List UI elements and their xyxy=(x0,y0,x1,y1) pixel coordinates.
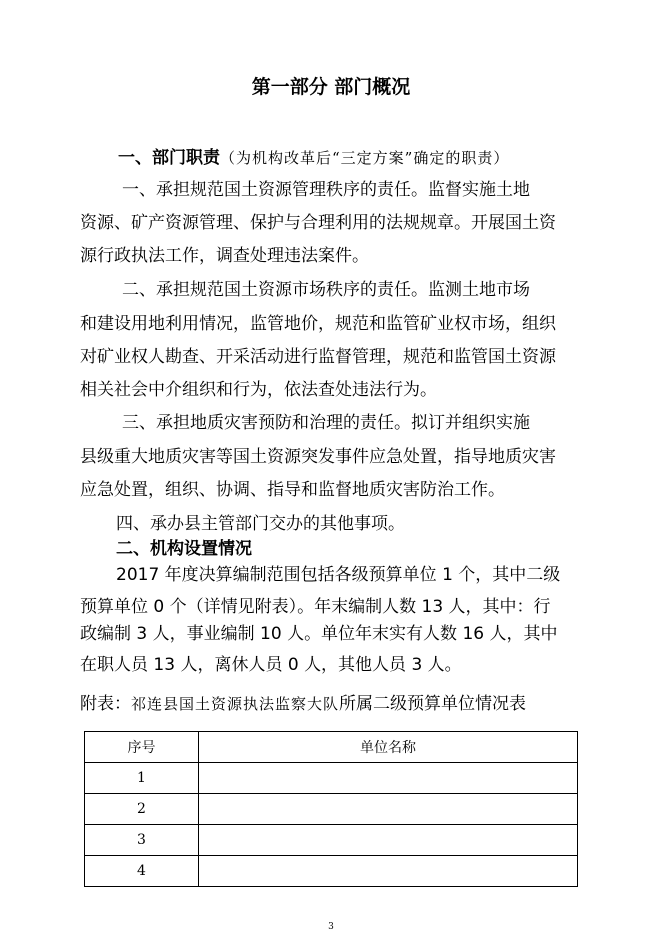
row-serial-no: 1 xyxy=(85,763,199,794)
section-1-heading-line xyxy=(118,148,509,168)
table-header-row xyxy=(85,732,578,763)
section-2-heading: 二、机构设置情况 xyxy=(116,539,252,559)
page-title: 第一部分 部门概况 xyxy=(251,76,411,98)
row-unit-name xyxy=(199,763,578,794)
row-unit-name xyxy=(199,794,578,825)
page-number: 3 xyxy=(328,922,334,932)
section-2-line: 预算单位 0 个（详情见附表）。年末编制人数 13 人，其中：行 xyxy=(80,597,551,617)
duty-line: 四、承办县主管部门交办的其他事项。 xyxy=(116,514,405,534)
attachment-suffix: 所属二级预算单位情况表 xyxy=(339,694,527,714)
section-1-note: （为机构改革后“三定方案”确定的职责） xyxy=(220,149,510,167)
row-serial-no: 3 xyxy=(85,825,199,856)
duty-line: 应急处置，组织、协调、指导和监督地质灾害防治工作。 xyxy=(80,480,505,500)
duty-line: 二、承担规范国土资源市场秩序的责任。监测土地市场 xyxy=(122,280,530,300)
duty-line: 县级重大地质灾害等国土资源突发事件应急处置，指导地质灾害 xyxy=(80,447,556,467)
duty-line: 源行政执法工作，调查处理违法案件。 xyxy=(80,246,369,266)
duty-line: 一、承担规范国土资源管理秩序的责任。监督实施土地 xyxy=(122,180,530,200)
attachment-prefix: 附表： xyxy=(80,694,131,714)
row-unit-name xyxy=(199,856,578,887)
subordinate-units-table xyxy=(84,731,578,887)
table-row xyxy=(85,794,578,825)
table-row xyxy=(85,856,578,887)
attachment-caption xyxy=(80,694,526,714)
section-1-heading: 一、部门职责 xyxy=(118,148,220,168)
header-serial-no: 序号 xyxy=(85,732,199,763)
duty-line: 相关社会中介组织和行为，依法查处违法行为。 xyxy=(80,380,437,400)
header-unit-name: 单位名称 xyxy=(199,732,578,763)
table-row xyxy=(85,763,578,794)
duty-line: 对矿业权人勘查、开采活动进行监督管理，规范和监管国土资源 xyxy=(80,347,556,367)
section-2-line: 在职人员 13 人，离休人员 0 人，其他人员 3 人。 xyxy=(80,655,462,675)
duty-line: 三、承担地质灾害预防和治理的责任。拟订并组织实施 xyxy=(122,413,530,433)
section-2-line: 2017 年度决算编制范围包括各级预算单位 1 个，其中二级 xyxy=(116,565,561,585)
duty-line: 和建设用地利用情况，监管地价，规范和监管矿业权市场，组织 xyxy=(80,314,556,334)
row-serial-no: 2 xyxy=(85,794,199,825)
duty-line: 资源、矿产资源管理、保护与合理利用的法规规章。开展国土资 xyxy=(80,213,556,233)
attachment-unit-name: 祁连县国土资源执法监察大队 xyxy=(131,695,340,713)
row-serial-no: 4 xyxy=(85,856,199,887)
row-unit-name xyxy=(199,825,578,856)
table-row xyxy=(85,825,578,856)
section-2-line: 政编制 3 人，事业编制 10 人。单位年末实有人数 16 人，其中 xyxy=(80,624,558,644)
